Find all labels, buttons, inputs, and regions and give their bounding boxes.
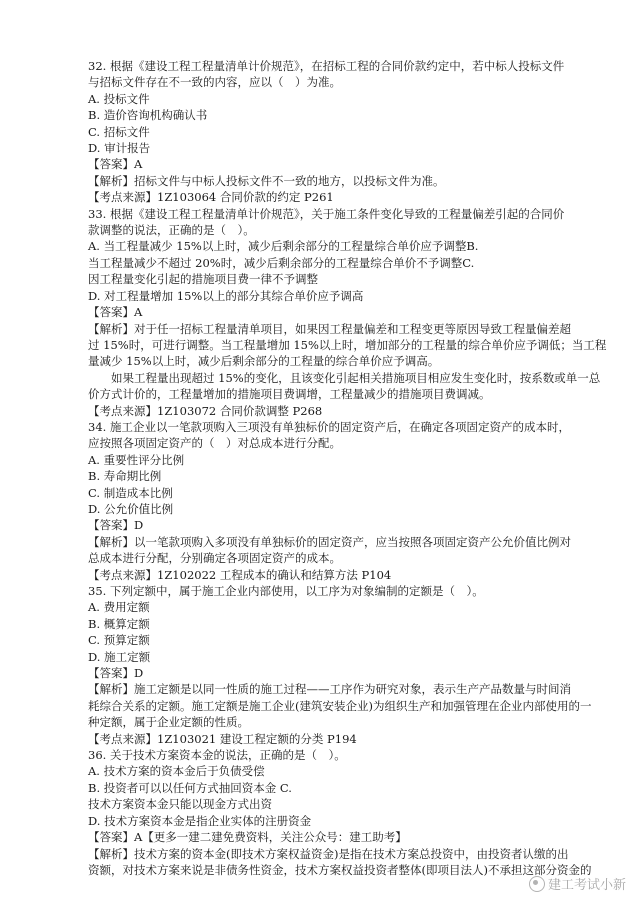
text-line: 36. 关于技术方案资本金的说法，正确的是（ ）。 [88,748,346,763]
text-line: 量减少 15%以上时，减少后剩余部分的工程量的综合单价应予调高。 [88,354,440,369]
text-line: C. 招标文件 [88,124,150,139]
text-line: A. 费用定额 [88,600,150,615]
text-line: 【考点来源】1Z102022 工程成本的确认和结算方法 P104 [88,567,392,582]
text-line: B. 投资者可以以任何方式抽回资本金 C. [88,780,292,795]
text-line: 【考点来源】1Z103021 建设工程定额的分类 P194 [88,731,357,746]
text-line: D. 审计报告 [88,141,151,156]
text-line: 【答案】A [88,157,143,172]
text-line: 【考点来源】1Z103072 合同价款调整 P268 [88,403,323,418]
text-line: 与招标文件存在不一致的内容，应以（ ）为准。 [88,75,341,90]
text-line: 如果工程量出现超过 15%的变化，且该变化引起相关措施项目相应发生变化时，按系数或单一总 [88,370,601,385]
text-line: 因工程量变化引起的措施项目费一律不予调整 [88,272,318,287]
text-line: 【答案】A【更多一建二建免费资料，关注公众号：建工助考】 [88,830,407,845]
text-line: 耗综合关系的定额。施工定额是施工企业(建筑安装企业)为组织生产和加强管理在企业内部使用的一 [88,698,592,713]
text-line: D. 技术方案资本金是指企业实体的注册资金 [88,813,312,828]
text-line: 应按照各项固定资产的（ ）对总成本进行分配。 [88,436,341,451]
text-line: D. 对工程量增加 15%以上的部分其综合单价应予调高 [88,288,364,303]
text-line: 【解析】施工定额是以同一性质的施工过程——工序作为研究对象，表示生产产品数量与时间消 [88,682,571,697]
text-line: 【考点来源】1Z103064 合同价款的约定 P261 [88,190,334,205]
text-line: A. 当工程量减少 15%以上时，减少后剩余部分的工程量综合单价应予调整B. [88,239,479,254]
watermark-text: 建工考试小新 [547,878,626,893]
text-line: A. 投标文件 [88,91,150,106]
text-line: 资额，对技术方案来说是非债务性资金，技术方案权益投资者整体(即项目法人)不承担这部分资金的 [88,862,592,877]
text-line: A. 技术方案的资本金后于负债受偿 [88,764,265,779]
watermark [529,874,626,893]
watermark-logo-icon [529,876,545,892]
text-line: 技术方案资本金只能以现金方式出资 [88,797,272,812]
text-line: B. 概算定额 [88,616,150,631]
text-line: 33. 根据《建设工程工程量清单计价规范》，关于施工条件变化导致的工程量偏差引起的合同价 [88,206,565,221]
text-line: A. 重要性评分比例 [88,452,185,467]
text-line: 【解析】对于任一招标工程量清单项目，如果因工程量偏差和工程变更等原因导致工程量偏差超 [88,321,571,336]
text-line: 种定额，属于企业定额的性质。 [88,715,249,730]
text-line: 【答案】D [88,518,144,533]
text-line: 价方式计价的，工程量增加的措施项目费调增，工程量减少的措施项目费调减。 [88,387,491,402]
text-line: 总成本进行分配，分别确定各项固定资产的成本。 [88,551,341,566]
text-line: 35. 下列定额中，属于施工企业内部使用，以工序为对象编制的定额是（ ）。 [88,584,484,598]
text-line: C. 预算定额 [88,633,150,648]
text-line: 【解析】技术方案的资本金(即技术方案权益资金)是指在技术方案总投资中，由投资者认缴的出 [88,846,569,861]
text-line: 当工程量减少不超过 20%时，减少后剩余部分的工程量综合单价不予调整C. [88,255,475,270]
text-line: D. 公允价值比例 [88,501,174,516]
text-line: B. 寿命期比例 [88,469,162,484]
text-line: 过 15%时，可进行调整。当工程量增加 15%以上时，增加部分的工程量的综合单价应予调低；当工程 [88,337,607,352]
text-line: 【答案】A [88,305,143,320]
document-body [88,58,607,878]
text-line: B. 造价咨询机构确认书 [88,108,208,123]
text-line: 款调整的说法，正确的是（ ）。 [88,223,255,238]
text-line: D. 施工定额 [88,649,151,664]
text-line: 【答案】D [88,666,144,681]
text-line: C. 制造成本比例 [88,485,173,500]
text-line: 【解析】以一笔款项购入多项没有单独标价的固定资产，应当按照各项固定资产公允价值比例对 [88,534,571,549]
text-line: 32. 根据《建设工程工程量清单计价规范》，在招标工程的合同价款约定中，若中标人投标文件 [88,59,565,73]
text-line: 34. 施工企业以一笔款项购入三项没有单独标价的固定资产后，在确定各项固定资产的成本时， [88,419,570,434]
text-line: 【解析】招标文件与中标人投标文件不一致的地方，以投标文件为准。 [88,173,445,188]
